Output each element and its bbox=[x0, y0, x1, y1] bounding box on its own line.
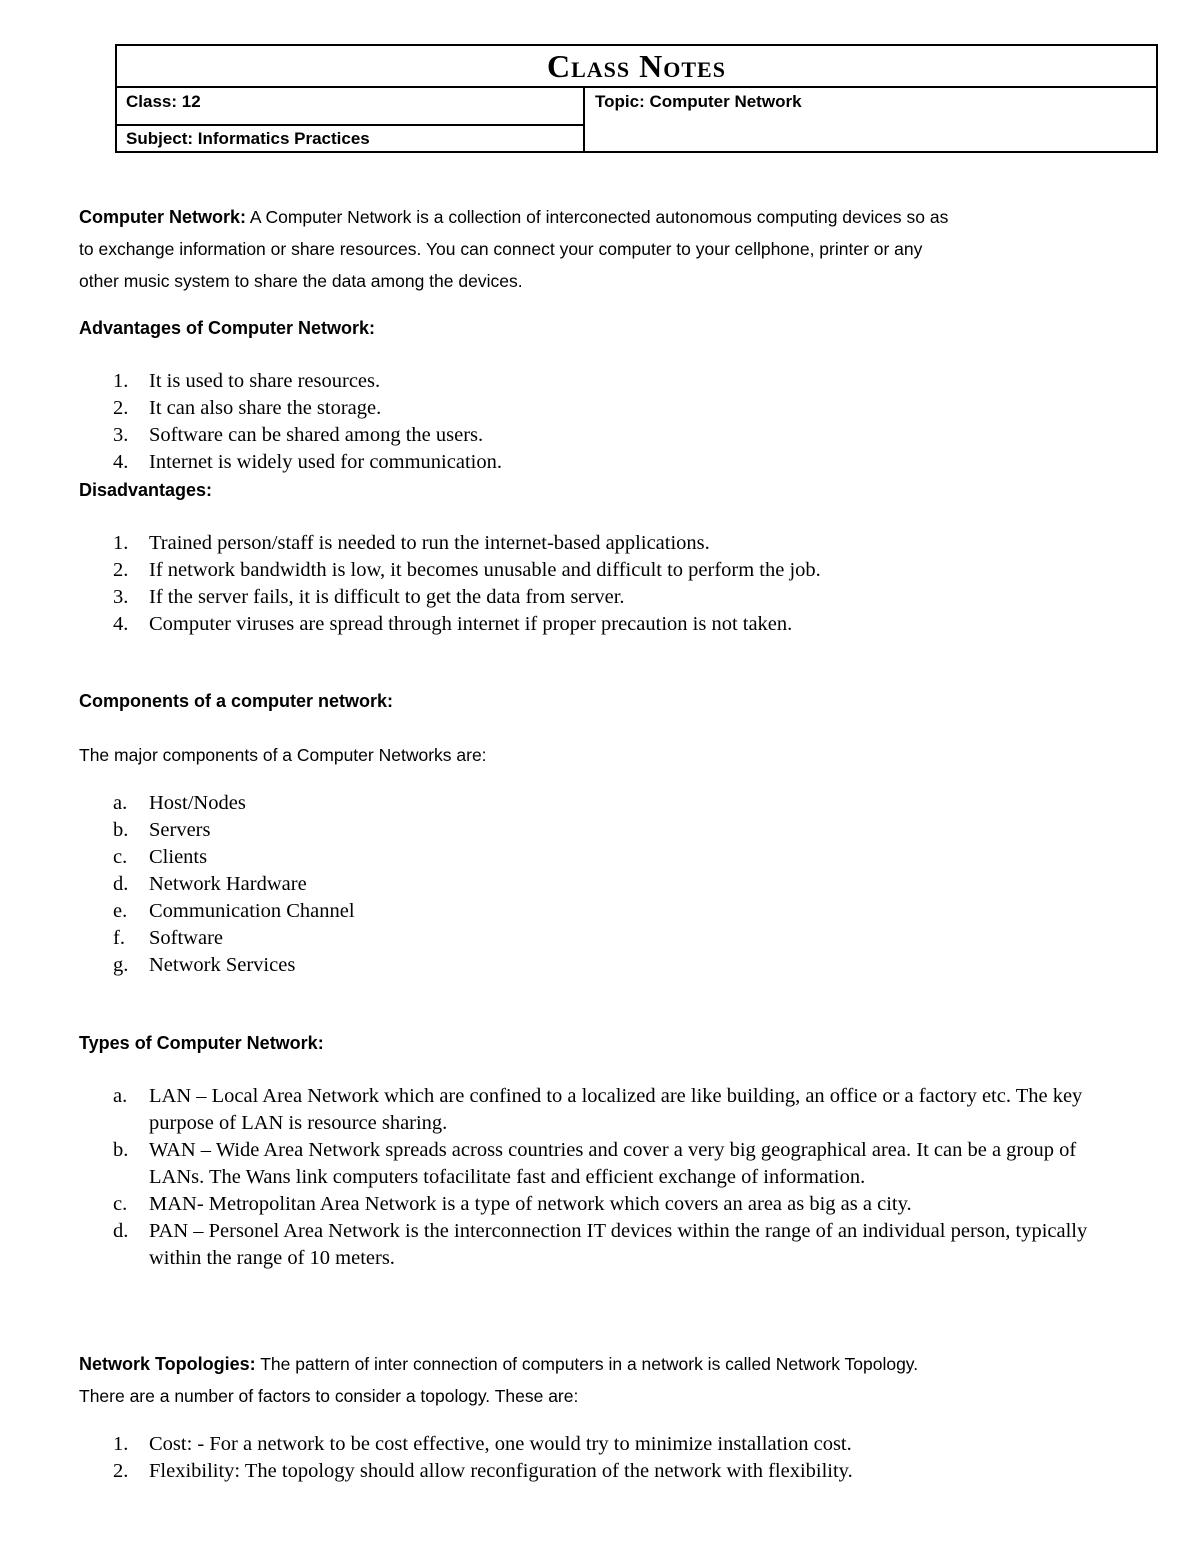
intro-line-2: to exchange information or share resources. You can connect your computer to your cellphone, printer or any bbox=[79, 239, 923, 259]
list-item-text: Cost: - For a network to be cost effective, one would try to minimize installation cost. bbox=[149, 1433, 852, 1455]
list-item-text: LAN – Local Area Network which are confined to a localized are like building, an office or a factory etc. The key purpose of LAN is resource sharing. bbox=[149, 1085, 1083, 1134]
topic-cell: Topic: Computer Network bbox=[595, 92, 802, 111]
list-item-text: PAN – Personel Area Network is the interconnection IT devices within the range of an individual person, typically within the range of 10 meters. bbox=[149, 1220, 1088, 1269]
list-marker: b. bbox=[113, 1139, 129, 1161]
topologies-line-2: There are a number of factors to consider a topology. These are: bbox=[79, 1386, 579, 1406]
list-item-text: Network Hardware bbox=[149, 873, 307, 895]
list-marker: 3. bbox=[113, 586, 129, 608]
list-marker: 3. bbox=[113, 424, 129, 446]
list-marker: f. bbox=[113, 927, 125, 949]
disadvantages-heading: Disadvantages: bbox=[79, 480, 213, 500]
list-marker: 4. bbox=[113, 451, 129, 473]
list-item-text: Clients bbox=[149, 846, 208, 868]
list-item-text: Software bbox=[149, 927, 224, 949]
advantages-heading: Advantages of Computer Network: bbox=[79, 318, 376, 338]
list-item bbox=[79, 871, 1109, 898]
topologies-term: Network Topologies: bbox=[79, 1354, 256, 1374]
components-list bbox=[79, 790, 1109, 979]
list-item-text: It can also share the storage. bbox=[149, 397, 382, 419]
list-marker: a. bbox=[113, 792, 128, 814]
list-item-text: If network bandwidth is low, it becomes unusable and difficult to perform the job. bbox=[149, 559, 821, 581]
list-item-text: WAN – Wide Area Network spreads across countries and cover a very big geographical area. It can be a group of LANs. The Wans link computers tofacilitate fast and efficient exchange of information. bbox=[149, 1139, 1077, 1188]
list-item-text: Servers bbox=[149, 819, 211, 841]
list-item-text: Trained person/staff is needed to run the internet-based applications. bbox=[149, 532, 710, 554]
list-item bbox=[79, 925, 1109, 952]
topologies-text-1: The pattern of inter connection of computers in a network is called Network Topology. bbox=[255, 1354, 919, 1374]
list-marker: 1. bbox=[113, 532, 129, 554]
list-item bbox=[79, 449, 1109, 476]
list-item bbox=[79, 611, 1109, 638]
list-item bbox=[79, 584, 1109, 611]
list-marker: 4. bbox=[113, 613, 129, 635]
list-marker: 1. bbox=[113, 1433, 129, 1455]
list-item-text: Internet is widely used for communication. bbox=[149, 451, 502, 473]
intro-line-3: other music system to share the data among the devices. bbox=[79, 271, 523, 291]
list-item bbox=[79, 1137, 1099, 1191]
list-item bbox=[79, 1191, 1099, 1218]
list-marker: 1. bbox=[113, 370, 129, 392]
list-marker: a. bbox=[113, 1085, 128, 1107]
list-item-text: Flexibility: The topology should allow reconfiguration of the network with flexibility. bbox=[149, 1460, 853, 1482]
list-marker: d. bbox=[113, 1220, 129, 1242]
list-item bbox=[79, 422, 1109, 449]
list-marker: c. bbox=[113, 846, 128, 868]
header-table bbox=[115, 44, 1158, 153]
list-marker: c. bbox=[113, 1193, 128, 1215]
list-item-text: If the server fails, it is difficult to get the data from server. bbox=[149, 586, 625, 608]
disadvantages-list bbox=[79, 530, 1109, 638]
list-item bbox=[79, 952, 1109, 979]
class-cell: Class: 12 bbox=[117, 86, 585, 126]
list-item-text: Computer viruses are spread through internet if proper precaution is not taken. bbox=[149, 613, 793, 635]
list-item-text: It is used to share resources. bbox=[149, 370, 381, 392]
list-item bbox=[79, 1218, 1099, 1272]
list-item-text: MAN- Metropolitan Area Network is a type of network which covers an area as big as a city. bbox=[149, 1193, 912, 1215]
list-item-text: Host/Nodes bbox=[149, 792, 246, 814]
topologies-list bbox=[79, 1431, 1109, 1485]
list-marker: d. bbox=[113, 873, 129, 895]
advantages-list bbox=[79, 368, 1109, 476]
list-item bbox=[79, 1083, 1099, 1137]
subject-cell: Subject: Informatics Practices bbox=[117, 126, 585, 151]
list-item bbox=[79, 368, 1109, 395]
list-item bbox=[79, 395, 1109, 422]
intro-paragraph bbox=[79, 201, 1099, 297]
list-item bbox=[79, 817, 1109, 844]
list-marker: 2. bbox=[113, 559, 129, 581]
components-heading: Components of a computer network: bbox=[79, 691, 394, 711]
topologies-paragraph bbox=[79, 1348, 1139, 1412]
list-item bbox=[79, 557, 1109, 584]
components-intro: The major components of a Computer Networks are: bbox=[79, 745, 487, 765]
types-heading: Types of Computer Network: bbox=[79, 1033, 324, 1053]
list-marker: b. bbox=[113, 819, 129, 841]
list-marker: g. bbox=[113, 954, 129, 976]
list-item bbox=[79, 1458, 1109, 1485]
intro-text-1: A Computer Network is a collection of interconected autonomous computing devices so as bbox=[246, 207, 949, 227]
list-item bbox=[79, 1431, 1109, 1458]
list-item-text: Software can be shared among the users. bbox=[149, 424, 484, 446]
list-marker: e. bbox=[113, 900, 128, 922]
list-marker: 2. bbox=[113, 397, 129, 419]
list-item-text: Communication Channel bbox=[149, 900, 355, 922]
list-item-text: Network Services bbox=[149, 954, 296, 976]
intro-term: Computer Network: bbox=[79, 207, 247, 227]
list-item bbox=[79, 790, 1109, 817]
topologies-line-1 bbox=[79, 1348, 1139, 1380]
intro-line-1 bbox=[79, 201, 1099, 233]
list-item bbox=[79, 844, 1109, 871]
list-item bbox=[79, 898, 1109, 925]
page-title: Class Notes bbox=[117, 46, 1156, 88]
types-list bbox=[79, 1083, 1099, 1272]
list-marker: 2. bbox=[113, 1460, 129, 1482]
list-item bbox=[79, 530, 1109, 557]
